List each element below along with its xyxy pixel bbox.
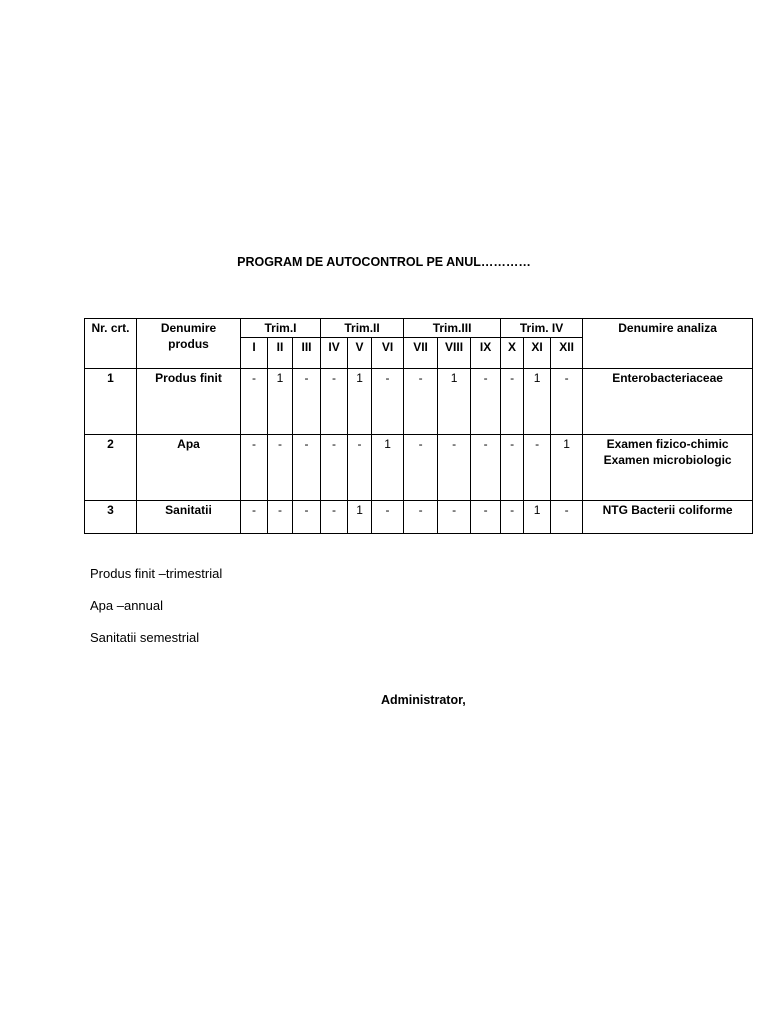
row-month-value: 1 — [348, 369, 372, 435]
header-month: V — [348, 338, 372, 369]
row-nr: 2 — [85, 435, 137, 501]
signature-label: Administrator, — [381, 693, 466, 707]
row-month-value: - — [524, 435, 551, 501]
row-month-value: - — [501, 435, 524, 501]
header-month: I — [241, 338, 268, 369]
header-month: III — [293, 338, 321, 369]
row-produs: Sanitatii — [137, 501, 241, 534]
row-analiza: Enterobacteriaceae — [583, 369, 753, 435]
row-month-value: 1 — [348, 501, 372, 534]
row-month-value: - — [501, 369, 524, 435]
row-month-value: 1 — [524, 369, 551, 435]
row-month-value: - — [321, 501, 348, 534]
header-row-quarters — [85, 319, 753, 338]
table-row — [85, 435, 753, 501]
header-trim2: Trim.II — [321, 319, 404, 338]
header-month: VI — [372, 338, 404, 369]
header-trim1: Trim.I — [241, 319, 321, 338]
row-month-value: - — [241, 501, 268, 534]
row-nr: 3 — [85, 501, 137, 534]
row-month-value: - — [404, 435, 438, 501]
row-month-value: 1 — [524, 501, 551, 534]
row-month-value: - — [471, 369, 501, 435]
header-month: IX — [471, 338, 501, 369]
row-month-value: - — [321, 435, 348, 501]
row-month-value: - — [348, 435, 372, 501]
row-produs: Produs finit — [137, 369, 241, 435]
table-row — [85, 369, 753, 435]
header-month: X — [501, 338, 524, 369]
header-month: IV — [321, 338, 348, 369]
document-title: PROGRAM DE AUTOCONTROL PE ANUL………… — [237, 255, 531, 269]
row-month-value: - — [372, 501, 404, 534]
row-month-value: 1 — [268, 369, 293, 435]
note-apa: Apa –annual — [90, 598, 164, 613]
row-month-value: 1 — [551, 435, 583, 501]
header-month: XII — [551, 338, 583, 369]
header-trim4: Trim. IV — [501, 319, 583, 338]
header-month: II — [268, 338, 293, 369]
header-month: XI — [524, 338, 551, 369]
header-denumire-produs: Denumire produs — [137, 319, 241, 369]
row-nr: 1 — [85, 369, 137, 435]
row-month-value: - — [372, 369, 404, 435]
row-month-value: - — [438, 435, 471, 501]
row-month-value: - — [438, 501, 471, 534]
note-sanitatii: Sanitatii semestrial — [90, 630, 200, 645]
row-month-value: - — [551, 369, 583, 435]
row-analiza: NTG Bacterii coliforme — [583, 501, 753, 534]
row-produs: Apa — [137, 435, 241, 501]
header-month: VIII — [438, 338, 471, 369]
row-month-value: - — [471, 501, 501, 534]
row-month-value: - — [293, 435, 321, 501]
header-month: VII — [404, 338, 438, 369]
row-month-value: - — [268, 501, 293, 534]
row-month-value: - — [404, 369, 438, 435]
row-month-value: - — [404, 501, 438, 534]
row-month-value: 1 — [372, 435, 404, 501]
note-produs-finit: Produs finit –trimestrial — [90, 566, 223, 581]
header-trim3: Trim.III — [404, 319, 501, 338]
row-month-value: - — [241, 369, 268, 435]
row-month-value: - — [471, 435, 501, 501]
table-row — [85, 501, 753, 534]
row-month-value: - — [501, 501, 524, 534]
row-month-value: 1 — [438, 369, 471, 435]
row-month-value: - — [293, 501, 321, 534]
autocontrol-table — [84, 318, 753, 534]
row-month-value: - — [241, 435, 268, 501]
row-month-value: - — [268, 435, 293, 501]
row-month-value: - — [551, 501, 583, 534]
header-denumire-analiza: Denumire analiza — [583, 319, 753, 369]
row-month-value: - — [293, 369, 321, 435]
header-nr: Nr. crt. — [85, 319, 137, 369]
row-analiza: Examen fizico-chimic Examen microbiologic — [583, 435, 753, 501]
row-month-value: - — [321, 369, 348, 435]
